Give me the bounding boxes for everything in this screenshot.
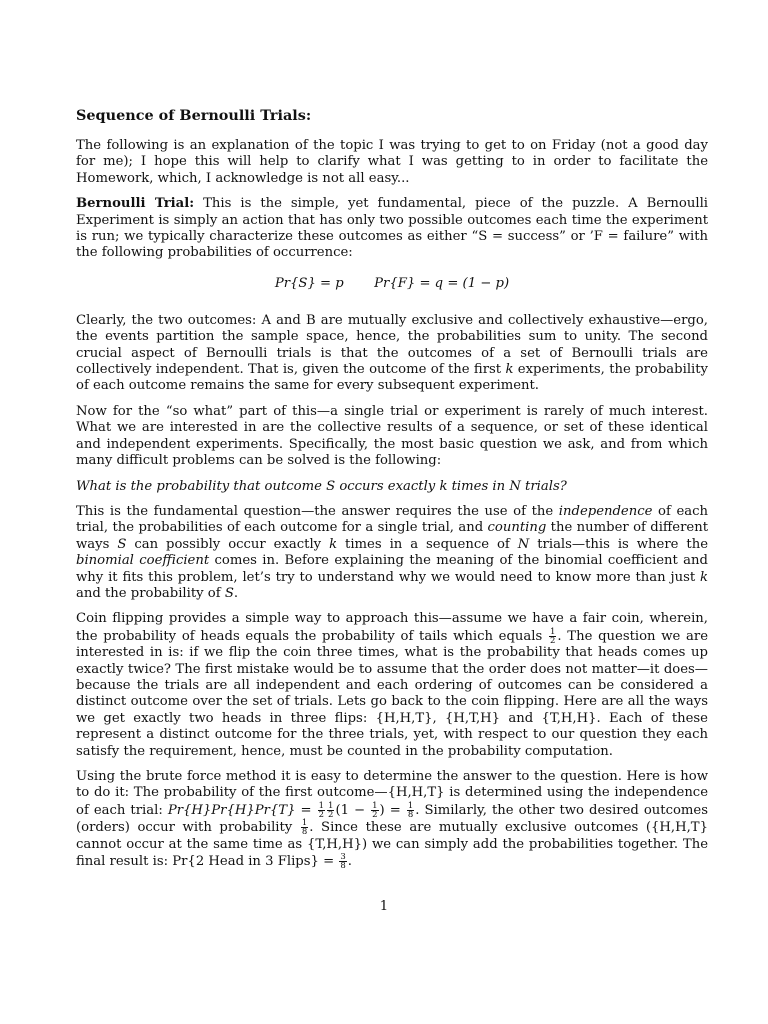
fund-counting: counting: [487, 520, 547, 536]
section-title: Sequence of Bernoulli Trials:: [76, 107, 312, 124]
fraction-numerator: 3: [340, 852, 346, 863]
fund-text-9: .: [233, 585, 239, 601]
so-what-paragraph: Now for the “so what” part of this—a single trial or experiment is rarely of much interest. What we are interested in are the collective results of a sequence, or set of these identical and independent experiments. Specifically, the most basic question we ask, and from which many difficult problems can be solved is the following:: [76, 403, 708, 469]
bernoulli-runin-heading: Bernoulli Trial:: [76, 196, 195, 212]
brute-text-3: . Since these are mutually exclusive outcomes ({H,H,T} cannot occur at the same time as {T,H,H}) we can simply add the probabilities together. The final result is: Pr{2 Head in 3 Flips} =: [76, 820, 708, 870]
fraction-denominator: 2: [372, 809, 378, 820]
fund-text-5: times in a sequence of: [337, 536, 518, 552]
bernoulli-text: This is the simple, yet fundamental, piece of the puzzle. A Bernoulli Experiment is simply an action that has only two possible outcomes each time the experiment is run; we typically characterize these outcomes as either “S = success” or ’F = failure” with the following probabilities of occurrence:: [76, 196, 708, 261]
fraction-one-eighth-b: [301, 819, 308, 836]
fund-text-4: can possibly occur exactly: [126, 536, 330, 552]
fraction-numerator: 1: [407, 800, 414, 811]
brute-force-paragraph: [76, 769, 708, 870]
fraction-numerator: 1: [549, 626, 556, 637]
brute-math: Pr{H}Pr{H}Pr{T} =: [167, 802, 317, 818]
brute-text-1: Using the brute force method it is easy to determine the answer to the question. Here is how to do it: The probability of the first outcome—{H,H,T} is determined using the independence of each trial:: [76, 769, 708, 818]
fund-k2: k: [700, 569, 708, 585]
clearly-text-b: experiments, the probability of each outcome remains the same for every subsequent experiment.: [76, 362, 708, 394]
fund-text-3: the number of different ways: [76, 520, 709, 552]
fund-k1: k: [329, 536, 338, 552]
probability-equation: [76, 275, 708, 293]
fraction-denominator: 2: [318, 809, 325, 820]
fraction-denominator: 8: [407, 809, 414, 820]
fraction-one-half-b: [327, 802, 334, 819]
fraction-one-half-a: [318, 802, 325, 819]
fund-n: N: [517, 536, 530, 552]
fraction-denominator: 2: [549, 635, 556, 646]
fraction-one-half-c: [371, 802, 378, 819]
brute-mid2: ) =: [379, 802, 406, 818]
fraction-numerator: 1: [328, 800, 334, 811]
brute-mid: (1 −: [335, 802, 371, 818]
fund-s2: S: [224, 585, 234, 601]
fraction-denominator: 8: [340, 861, 346, 872]
fund-text-2: of each trial, the probabilities of each outcome for a single trial, and: [76, 503, 709, 536]
intro-paragraph: The following is an explanation of the topic I was trying to get to on Friday (not a good day for me); I hope this will help to clarify what I was getting to in order to facilitate the Homework, which, I acknowledge is not all easy...: [76, 138, 708, 186]
fraction-denominator: 2: [328, 809, 334, 820]
clearly-text-a: Clearly, the two outcomes: A and B are mutually exclusive and collectively exhaustive—ergo, the events partition the sample space, hence, the probabilities sum to unity. The second crucial aspect of Bernoulli trials is that the outcomes of a set of Bernoulli trials are collectively independent. That is, given the outcome of the first: [76, 312, 708, 378]
fraction-denominator: 8: [301, 827, 308, 838]
fundamental-paragraph: [76, 504, 708, 602]
fund-text-8: and the probability of: [76, 585, 225, 601]
fraction-one-half: [549, 628, 556, 645]
fraction-numerator: 1: [372, 800, 378, 811]
key-question: What is the probability that outcome S occurs exactly k times in N trials?: [76, 478, 567, 494]
bernoulli-paragraph: [76, 196, 708, 262]
page-number: 1: [379, 899, 389, 914]
fund-text-1: This is the fundamental question—the answer requires the use of the: [76, 503, 559, 519]
document-page: [76, 107, 708, 879]
clearly-k: k: [505, 362, 514, 378]
clearly-paragraph: [76, 313, 708, 395]
equation-success: Pr{S} = p: [274, 275, 344, 291]
fund-binomial: binomial coefficient: [76, 553, 210, 569]
fraction-three-eighths: [339, 853, 346, 870]
brute-text-4: .: [347, 854, 352, 870]
fund-text-6: trials—this is where the: [529, 536, 708, 552]
fraction-one-eighth-a: [407, 802, 414, 819]
fraction-numerator: 1: [301, 818, 308, 829]
fund-text-7: comes in. Before explaining the meaning of the binomial coefficient and why it fits this problem, let’s try to understand why we would need to know more than just: [76, 553, 708, 585]
fund-s1: S: [117, 536, 127, 552]
coin-text-1: Coin flipping provides a simple way to approach this—assume we have a fair coin, wherein, the probability of heads equals the probability of tails which equals: [76, 611, 708, 644]
equation-failure: Pr{F} = q = (1 − p): [374, 275, 510, 291]
coin-paragraph: [76, 611, 708, 760]
brute-text-2: . Similarly, the other two desired outcomes (orders) occur with probability: [76, 802, 708, 836]
fund-independence: independence: [558, 503, 653, 519]
fraction-numerator: 1: [318, 800, 325, 811]
coin-text-2: . The question we are interested in is: if we flip the coin three times, what is the probability that heads comes up exactly twice? The first mistake would be to assume that the order does not matter—it does—because the trials are all independent and each ordering of outcomes can be considered a distinct outcome over the set of trials. Lets go back to the coin flipping. Here are all the ways we get exactly two heads in three flips: {H,H,T}, {H,T,H} and {T,H,H}. Each of these represent a distinct outcome for the three trials, yet, with respect to our question they each satisfy the requirement, hence, must be counted in the probability computation.: [76, 628, 709, 759]
